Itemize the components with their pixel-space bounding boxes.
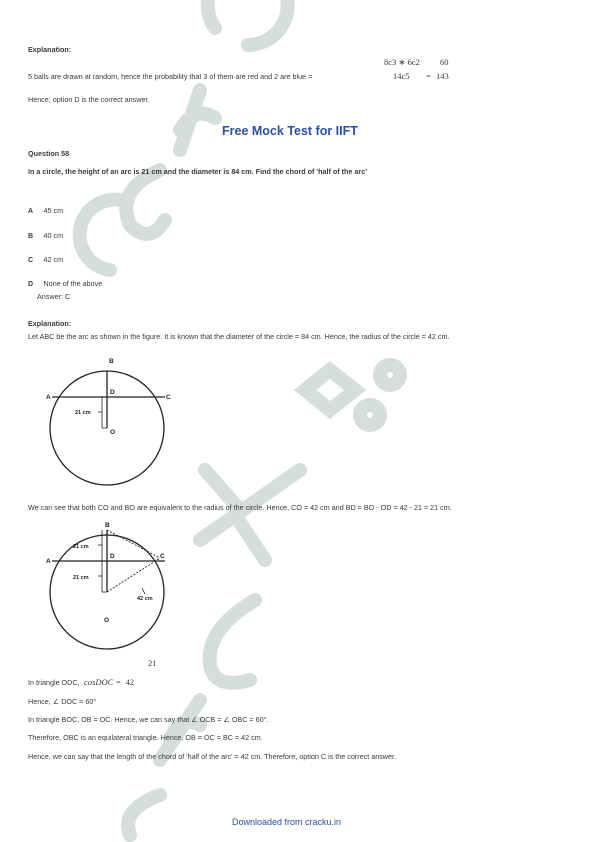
option-d[interactable] bbox=[28, 273, 102, 291]
watermark-cap-icon bbox=[305, 370, 355, 410]
option-letter: B bbox=[28, 233, 34, 240]
watermark-letter-c2 bbox=[80, 200, 120, 270]
label-height-2: 21 cm bbox=[73, 575, 89, 581]
label-o: O bbox=[110, 429, 116, 436]
circle-figure-1 bbox=[40, 350, 190, 500]
option-text: None of the above bbox=[43, 279, 103, 288]
conclusion-line: Hence, option D is the correct answer. bbox=[28, 95, 150, 104]
option-b[interactable] bbox=[28, 225, 63, 243]
label-height: 21 cm bbox=[75, 410, 91, 416]
watermark-letter-c bbox=[208, 0, 288, 45]
option-letter: D bbox=[28, 281, 34, 288]
answer-line: Answer: C bbox=[37, 292, 71, 301]
option-letter: A bbox=[28, 208, 34, 215]
label-o: O bbox=[104, 617, 110, 624]
label-c: C bbox=[160, 553, 165, 560]
formula-equals: = bbox=[426, 71, 431, 81]
option-text: 42 cm bbox=[43, 255, 64, 264]
cos-denominator: 42 bbox=[125, 677, 135, 687]
explanation-heading: Explanation: bbox=[28, 319, 72, 328]
formula-denominator-2: 143 bbox=[436, 71, 449, 81]
label-d: D bbox=[110, 553, 115, 560]
label-a: A bbox=[46, 394, 51, 401]
watermark-letter-a bbox=[126, 170, 165, 234]
explanation-intro: Let ABC be the arc as shown in the figure. It is known that the diameter of the circle = 84 cm. Hence, the radius of the circle = 42 cm. bbox=[28, 332, 450, 341]
option-letter: C bbox=[28, 257, 34, 264]
formula-denominator-1: 14c5 bbox=[393, 71, 410, 81]
watermark-letter-r bbox=[180, 90, 215, 150]
label-b: B bbox=[109, 358, 114, 365]
watermark-letter-r2 bbox=[160, 700, 200, 760]
option-c[interactable] bbox=[28, 249, 63, 267]
probability-line: 5 balls are drawn at random, hence the probability that 3 of them are red and 2 are blue = bbox=[28, 72, 313, 81]
option-text: 40 cm bbox=[43, 231, 64, 240]
cos-expression: cosDOC = bbox=[83, 677, 122, 687]
label-c: C bbox=[166, 394, 171, 401]
label-height-1: 21 cm bbox=[73, 544, 89, 550]
cos-prefix: In triangle ODC, bbox=[28, 678, 80, 687]
doc-angle-line: Hence, ∠ DOC = 60° bbox=[28, 697, 97, 706]
equilateral-line: Therefore, OBC is an equilateral triangle. Hence, OB = OC = BC = 42 cm. bbox=[28, 733, 263, 742]
watermark-letter-c3 bbox=[210, 600, 255, 683]
question-number: Question 58 bbox=[28, 149, 70, 158]
explanation-heading: Explanation: bbox=[28, 45, 72, 54]
equivalence-line: We can see that both CO and BO are equivalent to the radius of the circle. Hence, CO = 42 cm and BD = BO - OD = 42 - 21 = 21 cm. bbox=[28, 503, 452, 512]
circle-figure-2 bbox=[40, 518, 190, 663]
final-answer-line: Hence, we can say that the length of the chord of 'half of the arc' = 42 cm. Therefore, option C is the correct answer. bbox=[28, 752, 396, 761]
cos-line bbox=[28, 672, 134, 690]
watermark-letter-k bbox=[200, 470, 300, 560]
mock-test-banner[interactable]: Free Mock Test for IIFT bbox=[222, 124, 358, 138]
label-d: D bbox=[110, 389, 115, 396]
radius-oc bbox=[107, 558, 160, 592]
boc-line: In triangle BOC, OB = OC. Hence, we can say that ∠ OCB = ∠ OBC = 60°. bbox=[28, 715, 269, 724]
formula-numerator-2: 60 bbox=[440, 57, 449, 67]
question-text: In a circle, the height of an arc is 21 cm and the diameter is 84 cm. Find the chord of 'half of the arc' bbox=[28, 167, 367, 176]
label-a: A bbox=[46, 558, 51, 565]
footer-link[interactable]: Downloaded from cracku.in bbox=[232, 817, 342, 827]
label-radius: 42 cm bbox=[137, 596, 153, 602]
label-b: B bbox=[105, 522, 110, 529]
chord-bc bbox=[107, 530, 160, 558]
watermark-ring-icon bbox=[380, 365, 400, 385]
watermark-letter-a2 bbox=[128, 795, 160, 835]
option-a[interactable] bbox=[28, 200, 63, 218]
option-text: 45 cm bbox=[43, 206, 64, 215]
cos-numerator: 21 bbox=[148, 658, 157, 668]
formula-numerator-1: 8c3 ∗ 6c2 bbox=[384, 57, 420, 67]
